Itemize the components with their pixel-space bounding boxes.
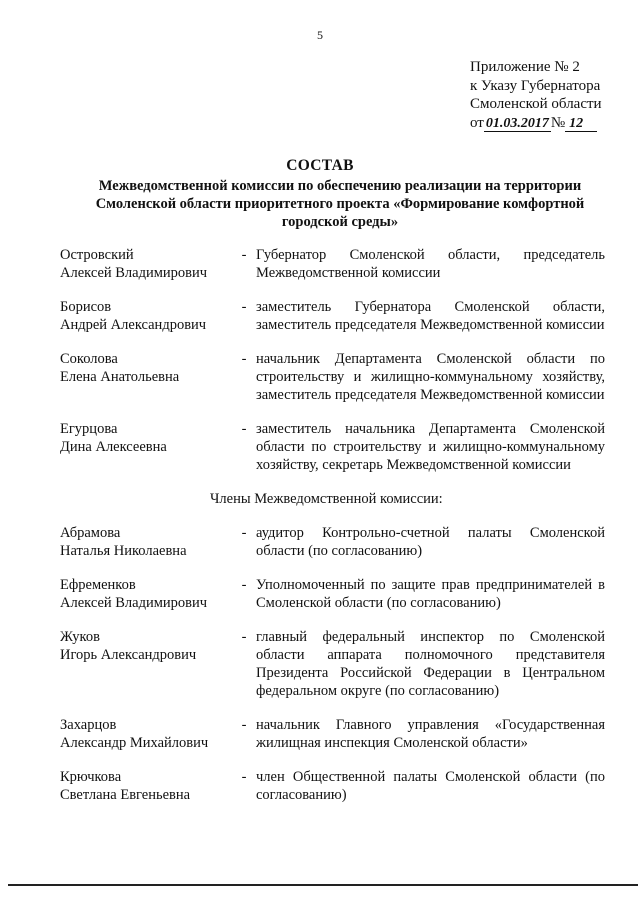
appendix-line-1: Приложение № 2 [470, 59, 580, 75]
dash: - [241, 247, 247, 263]
role-description: заместитель начальника Департамента Смоленской области по строительству и жилищно-коммунальному хозяйству, секретарь Межведомственной комиссии [256, 421, 605, 473]
role-description: Уполномоченный по защите прав предпринимателей в Смоленской области (по согласованию) [256, 577, 605, 611]
given-names: Алексей Владимирович [60, 265, 208, 281]
person-name [60, 246, 232, 282]
person-name [60, 350, 232, 404]
surname: Крючкова [60, 769, 122, 785]
given-names: Наталья Николаевна [60, 543, 187, 559]
appendix-from-prefix: от [470, 114, 484, 131]
role-description: начальник Департамента Смоленской области по строительству и жилищно-коммунальному хозяйству, заместитель председателя Межведомственной комиссии [256, 351, 605, 403]
composition-list [60, 246, 605, 820]
role-description: член Общественной палаты Смоленской области (по согласованию) [256, 769, 605, 803]
surname: Жуков [60, 629, 100, 645]
given-names: Елена Анатольевна [60, 369, 180, 385]
surname: Егурцова [60, 421, 118, 437]
composition-entry [60, 628, 605, 700]
composition-entry [60, 350, 605, 404]
appendix-line-2: к Указу Губернатора [470, 77, 601, 94]
role-description: Губернатор Смоленской области, председатель Межведомственной комиссии [256, 247, 605, 281]
document-title: СОСТАВ [286, 157, 354, 174]
document-subtitle: Межведомственной комиссии по обеспечению реализации на территории Смоленской области приоритетного проекта «Формирование комфортной городской среды» [95, 178, 585, 230]
given-names: Андрей Александрович [60, 317, 207, 333]
given-names: Светлана Евгеньевна [60, 787, 191, 803]
surname: Островский [60, 247, 134, 263]
given-names: Алексей Владимирович [60, 595, 208, 611]
composition-entry [60, 298, 605, 334]
surname: Захарцов [60, 717, 117, 733]
role-description: заместитель Губернатора Смоленской области, заместитель председателя Межведомственной комиссии [256, 299, 605, 333]
surname: Ефременков [60, 577, 136, 593]
person-name [60, 628, 232, 700]
surname: Абрамова [60, 525, 121, 541]
dash: - [241, 769, 247, 785]
composition-entry [60, 576, 605, 612]
person-name [60, 576, 232, 612]
bottom-divider [8, 884, 638, 886]
dash: - [241, 525, 247, 541]
dash: - [241, 299, 247, 315]
role-description: главный федеральный инспектор по Смоленской области аппарата полномочного представителя Президента Российской Федерации в Центральном федеральном округе (по согласованию) [256, 629, 605, 699]
members-header: Члены Межведомственной комиссии: [210, 491, 443, 507]
person-name [60, 298, 232, 334]
appendix-line-3: Смоленской области [470, 96, 602, 112]
appendix-block [470, 58, 602, 133]
composition-entry [60, 420, 605, 474]
appendix-date-line [470, 114, 602, 134]
surname: Соколова [60, 351, 118, 367]
surname: Борисов [60, 299, 112, 315]
role-description: начальник Главного управления «Государственная жилищная инспекция Смоленской области» [256, 717, 605, 751]
composition-entry [60, 246, 605, 282]
dash: - [241, 421, 247, 437]
composition-entry [60, 768, 605, 804]
given-names: Игорь Александрович [60, 647, 197, 663]
dash: - [241, 629, 247, 645]
dash: - [241, 577, 247, 593]
page-number: 5 [317, 28, 323, 42]
role-description: аудитор Контрольно-счетной палаты Смоленской области (по согласованию) [256, 525, 605, 559]
person-name [60, 768, 232, 804]
person-name [60, 524, 232, 560]
composition-entry [60, 524, 605, 560]
composition-entry [60, 716, 605, 752]
appendix-number: 12 [565, 116, 597, 132]
appendix-date: 01.03.2017 [485, 115, 549, 131]
dash: - [241, 717, 247, 733]
given-names: Дина Алексеевна [60, 439, 167, 455]
dash: - [241, 351, 247, 367]
given-names: Александр Михайлович [60, 735, 209, 751]
person-name [60, 716, 232, 752]
person-name [60, 420, 232, 474]
appendix-number-sign: № [550, 114, 566, 131]
